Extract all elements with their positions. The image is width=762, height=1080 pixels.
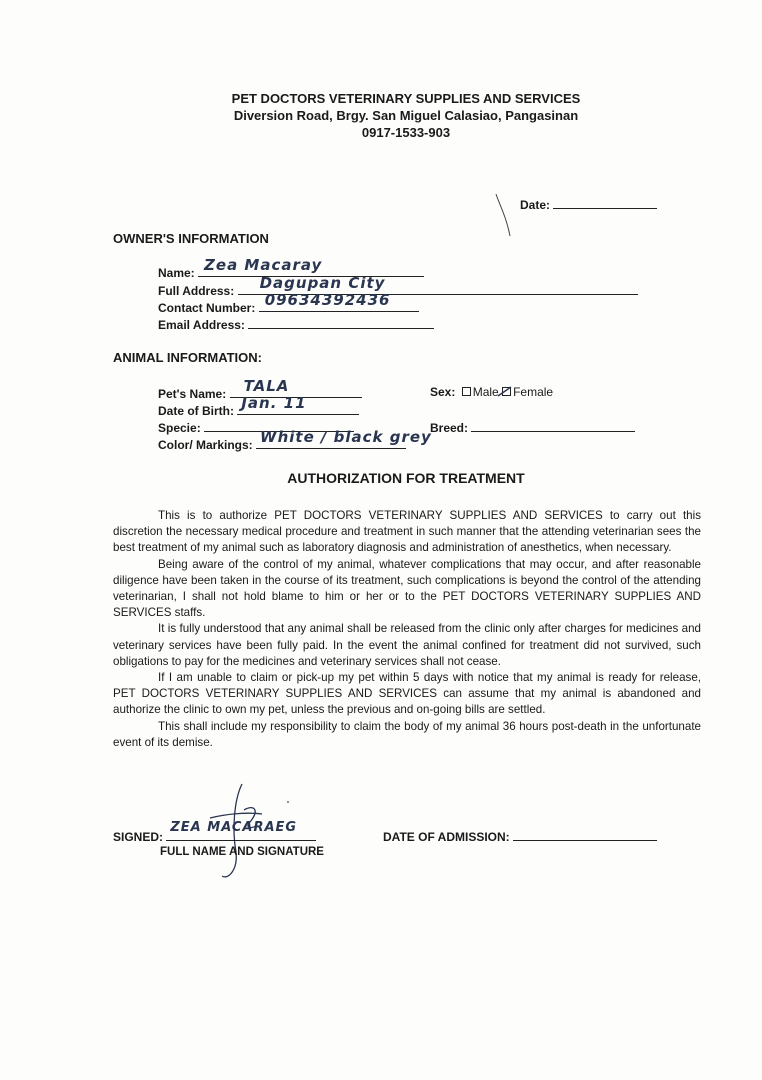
signed-value: ZEA MACARAEG [170, 820, 298, 835]
checkmark-icon [497, 385, 513, 399]
female-label: Female [513, 385, 554, 399]
clinic-header [0, 90, 762, 141]
owner-name-label: Name: [158, 266, 195, 280]
male-checkbox[interactable] [459, 385, 502, 399]
pet-name-label: Pet's Name: [158, 387, 227, 401]
owner-address-label: Full Address: [158, 284, 235, 298]
admission-date-label: DATE OF ADMISSION: [383, 830, 510, 844]
color-value: White / black grey [260, 428, 432, 446]
dob-label: Date of Birth: [158, 404, 234, 418]
paragraph-2: Being aware of the control of my animal, whatever complications that may occur, and after reasonable diligence have been taken in the course of its treatment, such complications is beyond the control of the attending veterinarian, I shall not hold blame to him or her or to the PET DOCTORS VETERINARY SUPPLIES AND SERVICES staffs. [113, 557, 701, 620]
dob-line [237, 394, 359, 415]
sex-label: Sex: [430, 385, 456, 399]
female-checkbox[interactable] [502, 385, 553, 399]
owner-address-field[interactable] [158, 274, 638, 298]
owner-contact-value: 09634392436 [264, 291, 391, 309]
admission-date-line [513, 828, 657, 841]
owner-section-title: OWNER'S INFORMATION [113, 231, 269, 246]
signed-field[interactable] [113, 820, 316, 844]
male-label: Male [472, 385, 499, 399]
fullname-caption: FULL NAME AND SIGNATURE [160, 846, 324, 858]
authorization-body [113, 508, 701, 751]
color-line [256, 428, 432, 449]
specie-label: Specie: [158, 421, 201, 435]
breed-line [471, 419, 635, 432]
owner-contact-label: Contact Number: [158, 301, 256, 315]
signed-line [166, 820, 316, 841]
clinic-name: PET DOCTORS VETERINARY SUPPLIES AND SERVICES [231, 91, 581, 106]
date-field[interactable] [520, 196, 657, 212]
pen-mark [490, 192, 520, 242]
male-checkbox-icon [462, 387, 471, 396]
animal-section-title: ANIMAL INFORMATION: [113, 350, 262, 365]
owner-contact-line [259, 291, 419, 312]
dob-value: Jan. 11 [241, 394, 307, 412]
owner-email-line [248, 316, 434, 329]
pet-name-value: TALA [243, 377, 290, 395]
sex-field [430, 385, 553, 399]
date-line [553, 196, 657, 209]
owner-address-value: Dagupan City [259, 274, 386, 292]
owner-name-value: Zea Macaray [204, 256, 323, 274]
owner-email-label: Email Address: [158, 318, 245, 332]
paragraph-4: If I am unable to claim or pick-up my pet within 5 days with notice that my animal is ready for release, PET DOCTORS VETERINARY SUPPLIES AND SERVICES can assume that my animal is abandoned and authorize the clinic to own my pet, unless the previous and on-going bills are settled. [113, 671, 701, 717]
clinic-address: Diversion Road, Brgy. San Miguel Calasiao, Pangasinan [233, 108, 579, 123]
owner-email-field[interactable] [158, 316, 434, 332]
paragraph-1: This is to authorize PET DOCTORS VETERINARY SUPPLIES AND SERVICES to carry out this discretion the necessary medical procedure and treatment in such manner that the attending veterinarian sees the best treatment of my animal such as laboratory diagnosis and administration of anesthetics, when necessary. [113, 509, 701, 555]
paragraph-3: It is fully understood that any animal shall be released from the clinic only after charges for medicines and veterinary services have been fully paid. In the event the animal confined for treatment did not survived, such obligations to pay for the medicines and veterinary services shall not cease. [113, 622, 701, 668]
breed-label: Breed: [430, 421, 469, 435]
paragraph-5: This shall include my responsibility to claim the body of my animal 36 hours post-death in the unfortunate event of its demise. [113, 719, 701, 749]
admission-date-field[interactable] [383, 828, 657, 844]
color-label: Color/ Markings: [158, 438, 253, 452]
clinic-phone: 0917-1533-903 [361, 125, 451, 140]
date-label: Date: [520, 198, 551, 212]
breed-field[interactable] [430, 419, 635, 435]
signed-label: SIGNED: [113, 830, 164, 844]
authorization-title: AUTHORIZATION FOR TREATMENT [287, 470, 525, 486]
